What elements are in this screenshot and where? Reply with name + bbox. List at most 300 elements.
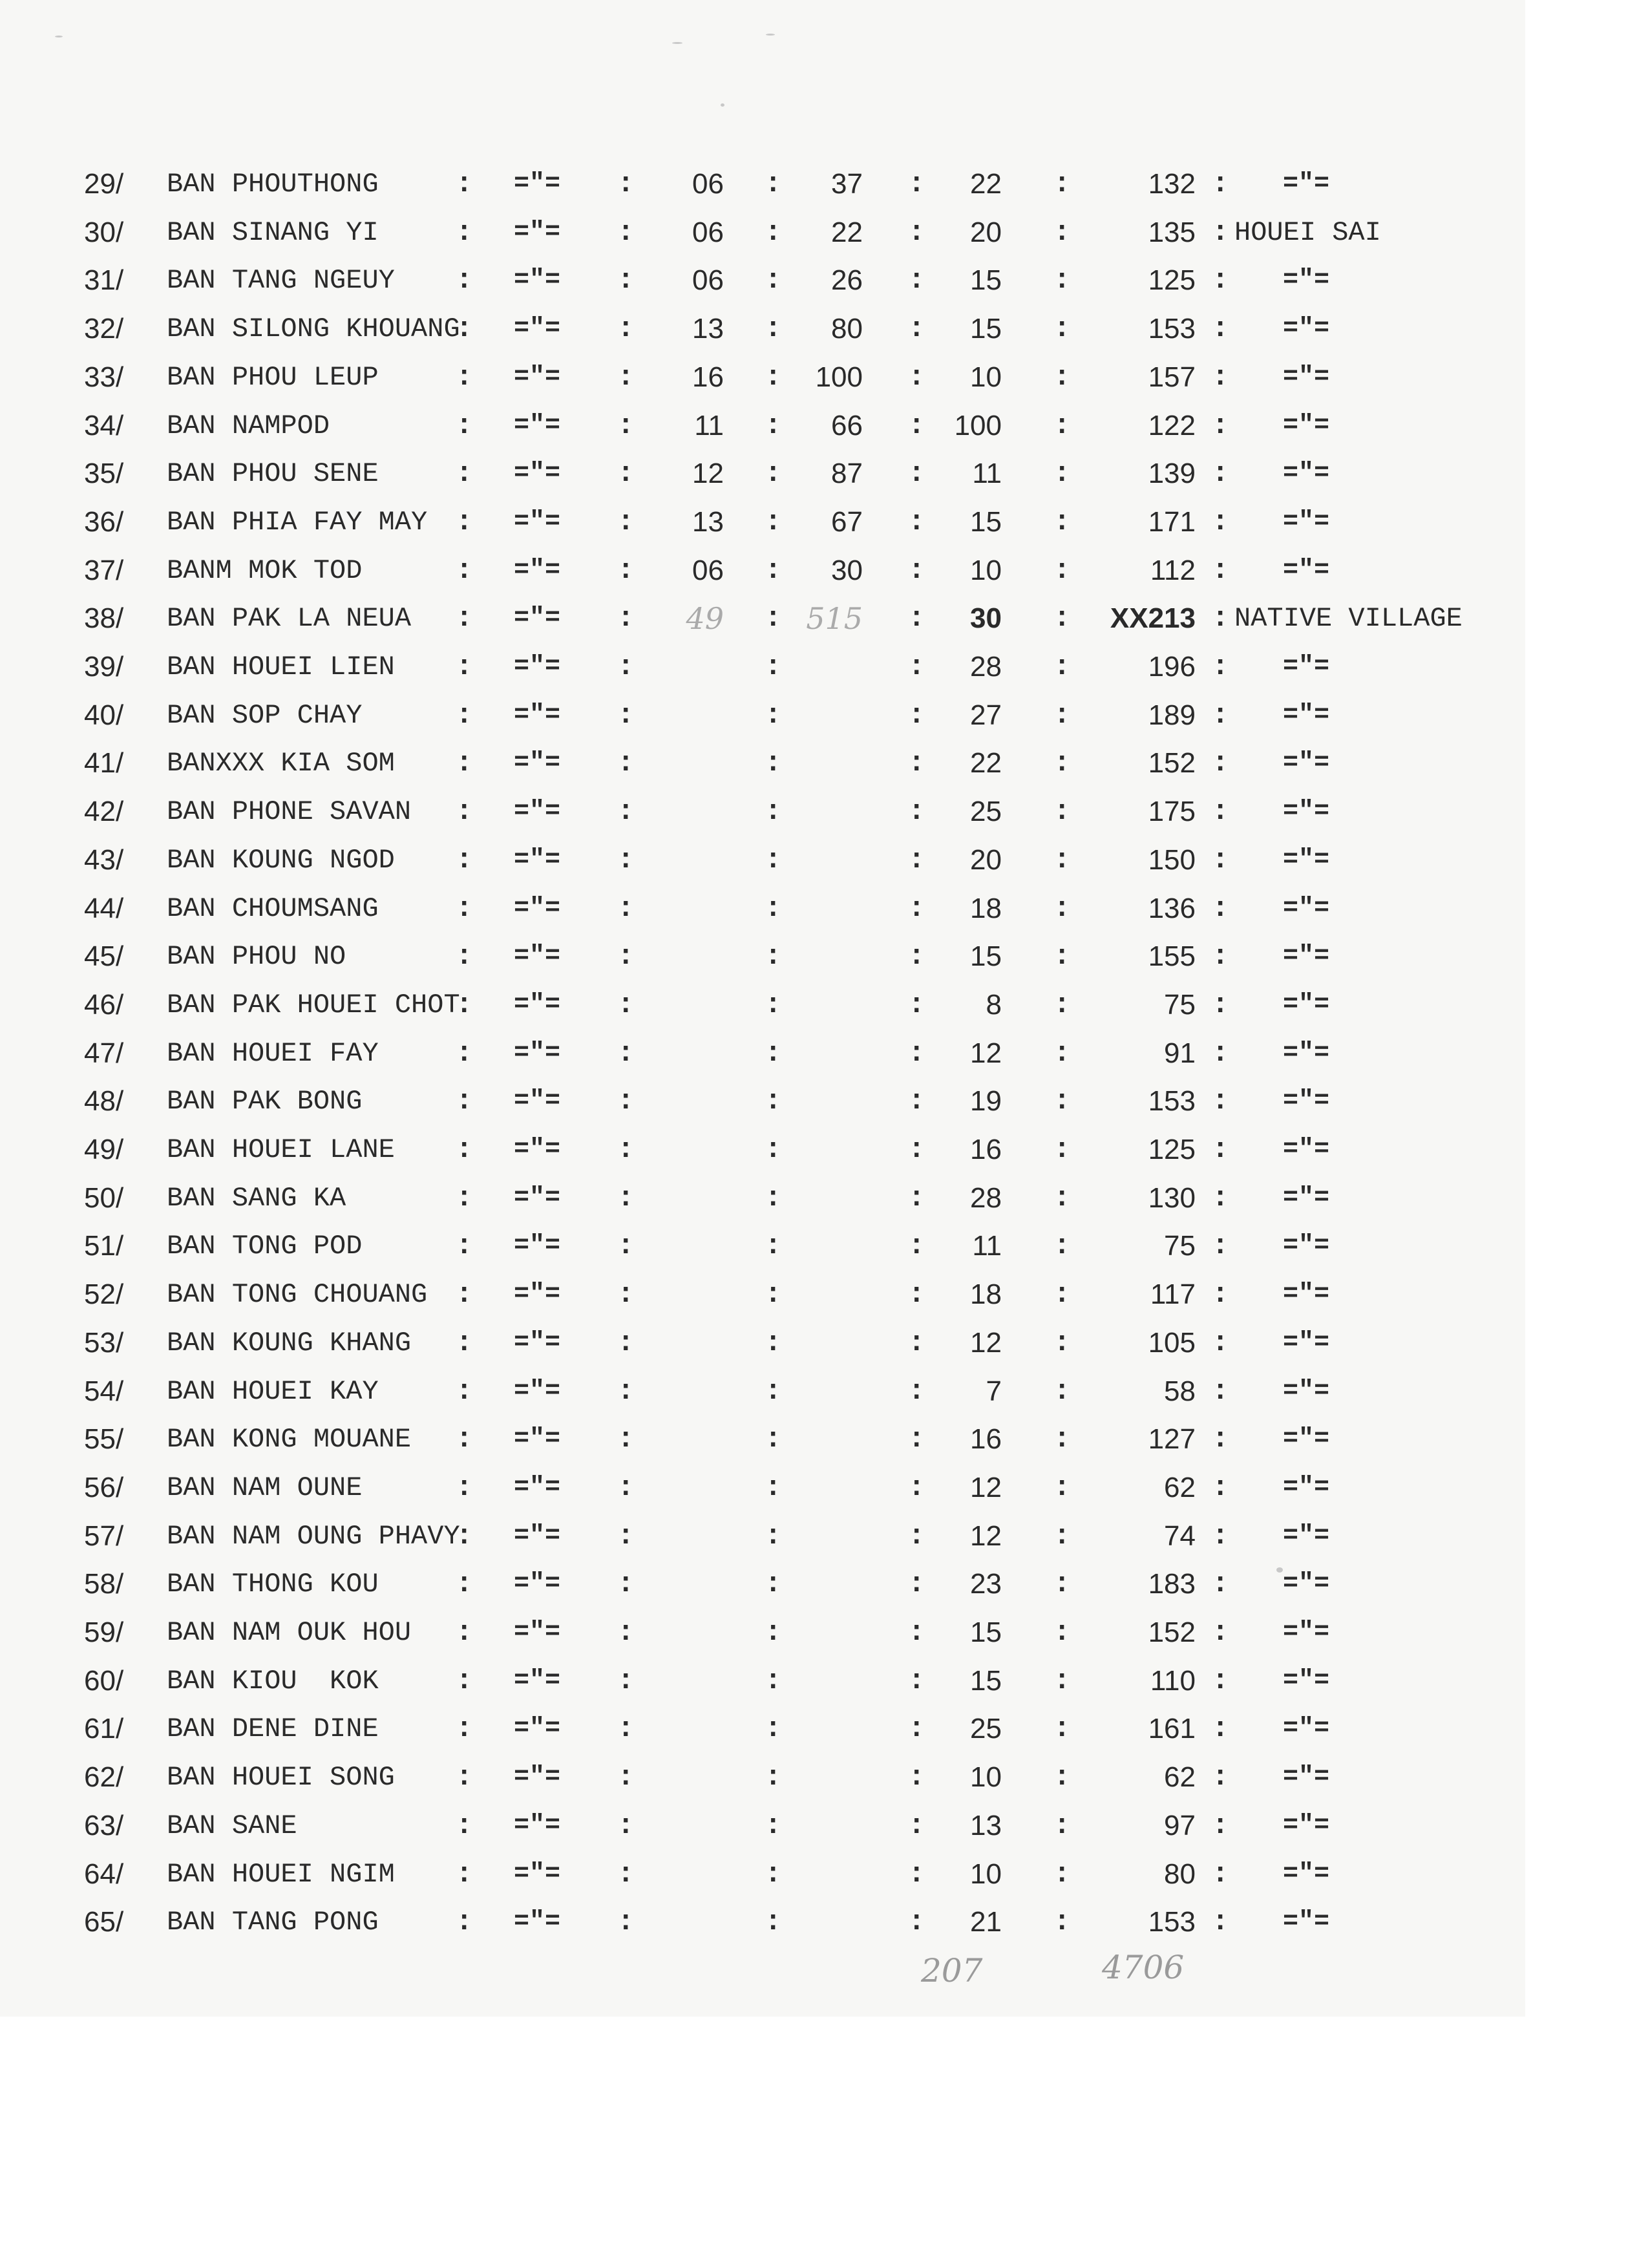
column-separator: : [908, 989, 925, 1021]
cell-name: BAN KOUNG NGOD [167, 845, 395, 876]
table-row [0, 741, 1525, 786]
cell-name: BAN TANG PONG [167, 1907, 379, 1938]
column-separator: : [617, 361, 635, 394]
cell-d: 127 [1148, 1423, 1196, 1455]
cell-b: 87 [831, 458, 863, 489]
table-row [0, 258, 1525, 303]
cell-rem: ="= [1283, 411, 1330, 440]
column-separator: : [908, 1761, 925, 1794]
column-separator: : [908, 1665, 925, 1697]
column-separator: : [908, 651, 925, 683]
cell-name: BAN PHIA FAY MAY [167, 507, 428, 538]
column-separator: : [456, 747, 473, 779]
cell-no: 37/ [84, 555, 124, 586]
column-separator: : [1053, 1858, 1071, 1891]
ditto-mark: ="= [514, 1473, 561, 1502]
ditto-mark: ="= [514, 459, 561, 488]
cell-name: BAN HOUEI LANE [167, 1134, 395, 1165]
column-separator: : [1053, 1761, 1071, 1794]
cell-c: 28 [970, 651, 1002, 683]
ditto-mark: ="= [514, 218, 561, 247]
column-separator: : [617, 844, 635, 876]
column-separator: : [908, 264, 925, 297]
cell-c: 15 [970, 940, 1002, 972]
cell-a: 06 [692, 555, 724, 586]
column-separator: : [456, 1037, 473, 1070]
cell-d: 152 [1148, 747, 1196, 779]
cell-name: BAN KOUNG KHANG [167, 1328, 412, 1359]
column-separator: : [908, 1568, 925, 1600]
column-separator: : [456, 844, 473, 876]
column-separator: : [908, 410, 925, 442]
column-separator: : [456, 893, 473, 925]
cell-name: BAN CHOUMSANG [167, 893, 379, 924]
column-separator: : [1212, 1423, 1229, 1456]
cell-d: 112 [1150, 555, 1196, 586]
column-separator: : [1212, 1375, 1229, 1408]
column-separator: : [456, 940, 473, 973]
column-separator: : [1053, 651, 1071, 683]
total-column-c: 207 [921, 1952, 983, 1989]
column-separator: : [1212, 747, 1229, 779]
table-row [0, 596, 1525, 641]
cell-rem: HOUEI SAI [1234, 217, 1381, 248]
cell-no: 48/ [84, 1085, 124, 1117]
cell-no: 58/ [84, 1568, 124, 1600]
cell-no: 35/ [84, 458, 124, 489]
column-separator: : [456, 1327, 473, 1359]
column-separator: : [456, 361, 473, 394]
column-separator: : [1212, 1085, 1229, 1118]
column-separator: : [908, 1037, 925, 1070]
cell-c: 13 [970, 1810, 1002, 1841]
cell-rem: ="= [1283, 459, 1330, 488]
cell-no: 45/ [84, 940, 124, 972]
column-separator: : [1212, 1327, 1229, 1359]
column-separator: : [617, 747, 635, 779]
cell-d: 171 [1148, 506, 1196, 538]
column-separator: : [765, 1713, 782, 1745]
cell-no: 36/ [84, 506, 124, 538]
column-separator: : [908, 1327, 925, 1359]
table-row [0, 1369, 1525, 1414]
cell-name: BAN THONG KOU [167, 1569, 379, 1600]
table-row [0, 1272, 1525, 1317]
ditto-mark: ="= [514, 1860, 561, 1889]
cell-d: 122 [1148, 410, 1196, 441]
ditto-mark: ="= [514, 701, 561, 730]
column-separator: : [456, 1423, 473, 1456]
cell-rem: ="= [1283, 652, 1330, 681]
cell-rem: ="= [1283, 169, 1330, 198]
table-row [0, 1224, 1525, 1269]
column-separator: : [908, 217, 925, 249]
cell-name: BAN SANG KA [167, 1183, 346, 1214]
column-separator: : [765, 1906, 782, 1938]
cell-c: 10 [970, 1858, 1002, 1890]
column-separator: : [1212, 1810, 1229, 1842]
column-separator: : [617, 1327, 635, 1359]
ditto-mark: ="= [514, 1618, 561, 1647]
column-separator: : [456, 1278, 473, 1311]
cell-no: 31/ [84, 264, 124, 296]
table-row [0, 1417, 1525, 1462]
column-separator: : [617, 1375, 635, 1408]
column-separator: : [617, 410, 635, 442]
cell-no: 43/ [84, 844, 124, 876]
column-separator: : [456, 1568, 473, 1600]
ditto-mark: ="= [514, 1569, 561, 1598]
ditto-mark: ="= [514, 363, 561, 392]
cell-rem: ="= [1283, 1860, 1330, 1889]
column-separator: : [1212, 651, 1229, 683]
cell-d: 153 [1148, 1906, 1196, 1938]
paper-speck [672, 42, 682, 44]
cell-name: BAN KONG MOUANE [167, 1424, 412, 1455]
cell-rem: ="= [1283, 1231, 1330, 1260]
column-separator: : [908, 747, 925, 779]
column-separator: : [617, 989, 635, 1021]
column-separator: : [617, 217, 635, 249]
column-separator: : [1212, 168, 1229, 200]
column-separator: : [456, 168, 473, 200]
cell-c: 22 [970, 168, 1002, 200]
cell-name: BAN HOUEI LIEN [167, 652, 395, 683]
column-separator: : [617, 1713, 635, 1745]
cell-name: BAN PHOU LEUP [167, 362, 379, 393]
paper-speck [55, 36, 63, 37]
column-separator: : [456, 1375, 473, 1408]
column-separator: : [908, 602, 925, 635]
cell-rem: ="= [1283, 1377, 1330, 1406]
cell-d: 91 [1164, 1037, 1196, 1069]
paper-speck [1276, 1567, 1283, 1573]
cell-rem: ="= [1283, 797, 1330, 826]
column-separator: : [1212, 1761, 1229, 1794]
cell-no: 42/ [84, 796, 124, 827]
table-row [0, 886, 1525, 931]
cell-d: 125 [1148, 264, 1196, 296]
column-separator: : [1053, 555, 1071, 587]
cell-no: 47/ [84, 1037, 124, 1069]
cell-rem: ="= [1283, 314, 1330, 343]
column-separator: : [1053, 989, 1071, 1021]
table-row [0, 1803, 1525, 1849]
column-separator: : [908, 1375, 925, 1408]
cell-d: 75 [1164, 989, 1196, 1021]
cell-no: 38/ [84, 602, 124, 634]
column-separator: : [765, 313, 782, 345]
table-row [0, 548, 1525, 593]
cell-d: 155 [1148, 940, 1196, 972]
column-separator: : [456, 555, 473, 587]
cell-rem: ="= [1283, 1569, 1330, 1598]
table-row [0, 306, 1525, 352]
column-separator: : [1053, 217, 1071, 249]
column-separator: : [765, 1375, 782, 1408]
column-separator: : [456, 1182, 473, 1214]
cell-c: 16 [970, 1423, 1002, 1455]
cell-d: 130 [1148, 1182, 1196, 1214]
column-separator: : [617, 1230, 635, 1262]
cell-d: 62 [1164, 1472, 1196, 1503]
table-row [0, 982, 1525, 1028]
column-separator: : [617, 1616, 635, 1649]
cell-no: 44/ [84, 893, 124, 924]
cell-c: 12 [970, 1327, 1002, 1359]
column-separator: : [1212, 1134, 1229, 1166]
table-row [0, 1176, 1525, 1221]
column-separator: : [456, 410, 473, 442]
column-separator: : [456, 1665, 473, 1697]
cell-rem: ="= [1283, 1907, 1330, 1936]
ditto-mark: ="= [514, 1714, 561, 1743]
cell-no: 64/ [84, 1858, 124, 1890]
cell-rem: ="= [1283, 266, 1330, 295]
table-row [0, 789, 1525, 834]
column-separator: : [1053, 313, 1071, 345]
ditto-mark: ="= [514, 169, 561, 198]
column-separator: : [1053, 1423, 1071, 1456]
table-row [0, 1514, 1525, 1559]
table-row [0, 451, 1525, 496]
column-separator: : [765, 1085, 782, 1118]
cell-d: 136 [1148, 893, 1196, 924]
cell-name: BAN HOUEI NGIM [167, 1859, 395, 1890]
column-separator: : [617, 796, 635, 828]
column-separator: : [908, 458, 925, 490]
cell-name: BAN PAK LA NEUA [167, 603, 412, 634]
ditto-mark: ="= [514, 1521, 561, 1551]
column-separator: : [765, 747, 782, 779]
ditto-mark: ="= [514, 1666, 561, 1695]
ditto-mark: ="= [514, 845, 561, 874]
column-separator: : [1053, 506, 1071, 538]
column-separator: : [1053, 796, 1071, 828]
table-row [0, 1706, 1525, 1752]
column-separator: : [1053, 1037, 1071, 1070]
cell-c: 25 [970, 1713, 1002, 1744]
column-separator: : [456, 1520, 473, 1553]
cell-name: BAN SOP CHAY [167, 700, 363, 731]
column-separator: : [908, 940, 925, 973]
column-separator: : [617, 893, 635, 925]
cell-d: 132 [1148, 168, 1196, 200]
column-separator: : [908, 844, 925, 876]
ditto-mark: ="= [514, 1039, 561, 1068]
cell-d: 150 [1148, 844, 1196, 876]
ditto-mark: ="= [514, 1231, 561, 1260]
column-separator: : [765, 506, 782, 538]
column-separator: : [617, 458, 635, 490]
cell-rem: ="= [1283, 1280, 1330, 1309]
cell-name: BAN TONG CHOUANG [167, 1279, 428, 1310]
cell-rem: ="= [1283, 1086, 1330, 1116]
column-separator: : [908, 1520, 925, 1553]
column-separator: : [765, 1037, 782, 1070]
column-separator: : [617, 1906, 635, 1938]
cell-c: 23 [970, 1568, 1002, 1600]
table-row [0, 838, 1525, 883]
column-separator: : [1212, 555, 1229, 587]
column-separator: : [617, 1761, 635, 1794]
cell-c: 15 [970, 313, 1002, 344]
ditto-mark: ="= [514, 1183, 561, 1213]
ditto-mark: ="= [514, 1907, 561, 1936]
column-separator: : [908, 1858, 925, 1891]
cell-name: BAN HOUEI KAY [167, 1376, 379, 1407]
cell-d: 117 [1150, 1278, 1196, 1310]
ditto-mark: ="= [514, 894, 561, 923]
cell-no: 55/ [84, 1423, 124, 1455]
column-separator: : [765, 893, 782, 925]
column-separator: : [765, 264, 782, 297]
cell-b: 100 [815, 361, 863, 393]
column-separator: : [765, 1182, 782, 1214]
ditto-mark: ="= [514, 1280, 561, 1309]
column-separator: : [1212, 699, 1229, 732]
column-separator: : [765, 1423, 782, 1456]
cell-no: 50/ [84, 1182, 124, 1214]
column-separator: : [1212, 796, 1229, 828]
cell-a: 06 [692, 168, 724, 200]
cell-rem: ="= [1283, 556, 1330, 585]
column-separator: : [456, 1230, 473, 1262]
column-separator: : [456, 1761, 473, 1794]
column-separator: : [617, 1472, 635, 1504]
column-separator: : [617, 1858, 635, 1891]
cell-c: 20 [970, 844, 1002, 876]
cell-a: 13 [692, 313, 724, 344]
column-separator: : [765, 1278, 782, 1311]
cell-rem: ="= [1283, 1425, 1330, 1454]
column-separator: : [1212, 264, 1229, 297]
column-separator: : [617, 1085, 635, 1118]
cell-name: BAN SILONG KHOUANG [167, 313, 460, 344]
column-separator: : [1053, 264, 1071, 297]
cell-c: 12 [970, 1037, 1002, 1069]
column-separator: : [1053, 1713, 1071, 1745]
column-separator: : [617, 651, 635, 683]
column-separator: : [1212, 1906, 1229, 1938]
column-separator: : [617, 940, 635, 973]
cell-rem: ="= [1283, 894, 1330, 923]
cell-no: 29/ [84, 168, 124, 200]
column-separator: : [1212, 1858, 1229, 1891]
column-separator: : [765, 555, 782, 587]
column-separator: : [765, 217, 782, 249]
column-separator: : [1212, 313, 1229, 345]
cell-no: 49/ [84, 1134, 124, 1165]
column-separator: : [1212, 458, 1229, 490]
ditto-mark: ="= [514, 1763, 561, 1792]
cell-c: 11 [972, 458, 1002, 489]
cell-no: 59/ [84, 1616, 124, 1648]
column-separator: : [1053, 1472, 1071, 1504]
column-separator: : [765, 602, 782, 635]
cell-c: 15 [970, 264, 1002, 296]
ditto-mark: ="= [514, 1328, 561, 1357]
column-separator: : [617, 1665, 635, 1697]
cell-name: BAN PHOU SENE [167, 458, 379, 489]
column-separator: : [1053, 747, 1071, 779]
column-separator: : [456, 1810, 473, 1842]
cell-rem: ="= [1283, 507, 1330, 536]
cell-d: 153 [1148, 313, 1196, 344]
column-separator: : [765, 989, 782, 1021]
column-separator: : [1212, 506, 1229, 538]
column-separator: : [765, 458, 782, 490]
cell-no: 54/ [84, 1375, 124, 1407]
column-separator: : [456, 1085, 473, 1118]
column-separator: : [617, 1568, 635, 1600]
ditto-mark: ="= [514, 797, 561, 826]
column-separator: : [765, 1327, 782, 1359]
cell-no: 39/ [84, 651, 124, 683]
column-separator: : [908, 1182, 925, 1214]
cell-rem: ="= [1283, 701, 1330, 730]
column-separator: : [765, 1858, 782, 1891]
cell-c: 28 [970, 1182, 1002, 1214]
column-separator: : [765, 361, 782, 394]
cell-rem: ="= [1283, 1521, 1330, 1551]
cell-no: 53/ [84, 1327, 124, 1359]
column-separator: : [1053, 1810, 1071, 1842]
ditto-mark: ="= [514, 266, 561, 295]
cell-name: BAN HOUEI SONG [167, 1762, 395, 1793]
cell-c: 30 [970, 602, 1002, 634]
table-row [0, 934, 1525, 979]
column-separator: : [456, 796, 473, 828]
cell-name: BAN DENE DINE [167, 1713, 379, 1744]
column-separator: : [617, 1520, 635, 1553]
column-separator: : [1053, 1327, 1071, 1359]
column-separator: : [908, 1472, 925, 1504]
column-separator: : [765, 1568, 782, 1600]
cell-rem: ="= [1283, 363, 1330, 392]
column-separator: : [1053, 893, 1071, 925]
table-row [0, 1320, 1525, 1366]
column-separator: : [1212, 844, 1229, 876]
column-separator: : [456, 602, 473, 635]
cell-c: 7 [986, 1375, 1002, 1407]
cell-rem: ="= [1283, 1328, 1330, 1357]
cell-d: 157 [1148, 361, 1196, 393]
column-separator: : [1053, 940, 1071, 973]
cell-b: 80 [831, 313, 863, 344]
column-separator: : [617, 264, 635, 297]
column-separator: : [908, 1278, 925, 1311]
column-separator: : [1053, 1906, 1071, 1938]
ditto-mark: ="= [514, 748, 561, 778]
column-separator: : [765, 699, 782, 732]
cell-d: 110 [1150, 1665, 1196, 1697]
cell-rem: ="= [1283, 1714, 1330, 1743]
cell-rem: ="= [1283, 748, 1330, 778]
cell-no: 62/ [84, 1761, 124, 1793]
column-separator: : [765, 1472, 782, 1504]
table-row [0, 1562, 1525, 1607]
column-separator: : [1053, 458, 1071, 490]
table-row [0, 355, 1525, 400]
cell-a: 49 [686, 601, 724, 636]
cell-no: 30/ [84, 217, 124, 248]
cell-no: 34/ [84, 410, 124, 441]
cell-b: 515 [806, 601, 863, 636]
column-separator: : [456, 1713, 473, 1745]
cell-name: BAN TONG POD [167, 1231, 363, 1262]
column-separator: : [765, 1761, 782, 1794]
